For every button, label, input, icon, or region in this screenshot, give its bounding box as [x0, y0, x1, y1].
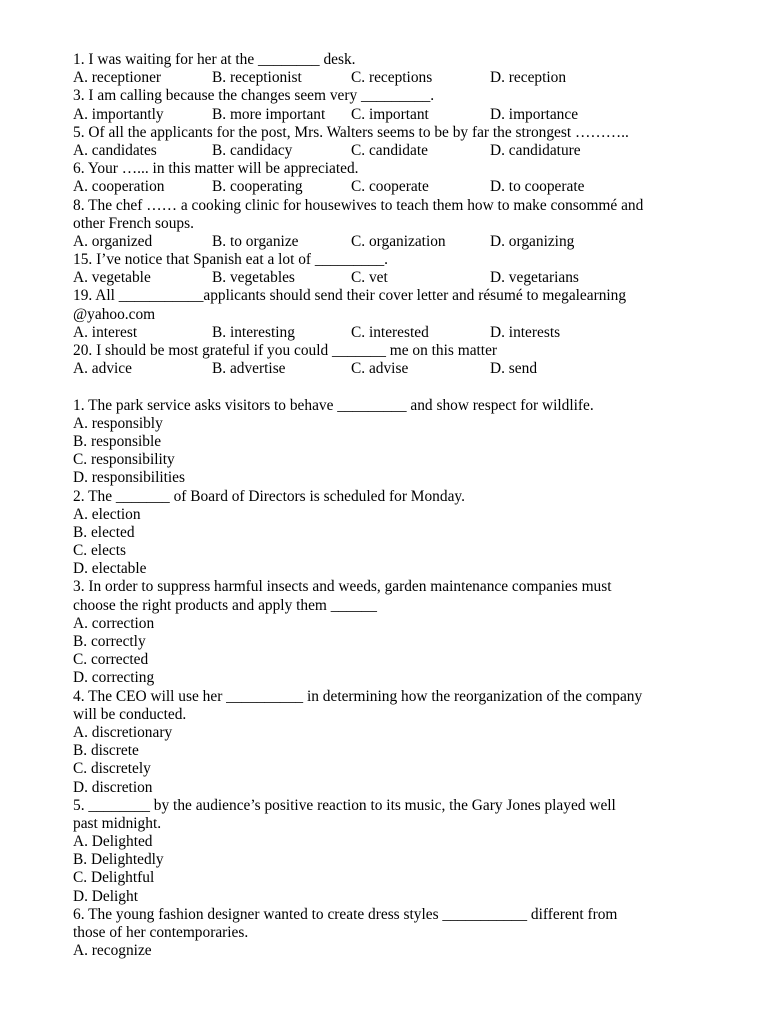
option-d: D. discretion	[73, 778, 153, 796]
option-d: D. importance	[490, 105, 579, 123]
question-text: 5. ________ by the audience’s positive reaction to its music, the Gary Jones played well	[73, 796, 616, 814]
answer-options-row	[73, 106, 703, 124]
section-spacer	[73, 378, 703, 396]
option-b: B. correctly	[73, 633, 146, 650]
option-c: C. receptions	[351, 69, 433, 87]
option-a: A. recognize	[73, 942, 152, 960]
option-a: A. receptioner	[73, 69, 162, 87]
option-b: B. vegetables	[212, 269, 295, 287]
option-c: C. candidate	[351, 141, 428, 159]
option-b: B. responsible	[73, 432, 162, 450]
question-text: 19. All ___________applicants should send their cover letter and résumé to megalearning	[73, 287, 627, 305]
option-c: C. advise	[351, 360, 409, 378]
option-c: C. cooperate	[351, 178, 429, 196]
question-text-continued: past midnight.	[73, 814, 162, 832]
answer-options-row	[73, 142, 703, 160]
option-a: A. interest	[73, 323, 138, 341]
option-a: A. election	[73, 505, 141, 523]
option-b: B. candidacy	[212, 141, 293, 159]
option-c: C. elects	[73, 542, 126, 560]
option-a: A. candidates	[73, 141, 157, 159]
option-a: A. importantly	[73, 105, 164, 123]
worksheet-page	[73, 51, 703, 960]
option-c: C. important	[351, 105, 429, 123]
option-a: A. Delighted	[73, 833, 153, 851]
option-d: D. correcting	[73, 669, 155, 687]
question-text-continued: those of her contemporaries.	[73, 924, 249, 941]
option-b: B. advertise	[212, 360, 286, 378]
option-d: D. Delight	[73, 887, 138, 905]
section-two	[73, 397, 703, 961]
question-text: 8. The chef …… a cooking clinic for housewives to teach them how to make consommé and	[73, 196, 644, 214]
option-b: B. more important	[212, 105, 326, 123]
option-b: B. cooperating	[212, 178, 303, 196]
option-c: C. organization	[351, 232, 446, 250]
question-text: 2. The _______ of Board of Directors is scheduled for Monday.	[73, 487, 465, 505]
question-text-continued: @yahoo.com	[73, 305, 156, 323]
question-text: 3. I am calling because the changes seem very _________.	[73, 87, 435, 105]
option-c: C. Delightful	[73, 869, 155, 887]
section-one	[73, 51, 703, 378]
option-b: B. to organize	[212, 232, 299, 250]
question-text: 4. The CEO will use her __________ in determining how the reorganization of the company	[73, 687, 643, 705]
option-a: A. cooperation	[73, 178, 165, 196]
question-text: 1. I was waiting for her at the ________ desk.	[73, 51, 356, 68]
option-c: C. corrected	[73, 651, 149, 669]
question-text: 20. I should be most grateful if you could _______ me on this matter	[73, 342, 498, 359]
question-text: 5. Of all the applicants for the post, Mrs. Walters seems to be by far the strongest ………..	[73, 123, 629, 141]
option-b: B. interesting	[212, 323, 295, 341]
option-b: B. receptionist	[212, 69, 302, 87]
option-d: D. electable	[73, 560, 147, 578]
option-a: A. responsibly	[73, 414, 163, 432]
option-d: D. to cooperate	[490, 178, 585, 196]
option-c: C. discretely	[73, 760, 151, 778]
option-a: A. vegetable	[73, 269, 151, 287]
answer-options-row	[73, 360, 703, 378]
option-b: B. discrete	[73, 742, 139, 760]
option-b: B. elected	[73, 523, 135, 541]
question-text: 6. Your …... in this matter will be appreciated.	[73, 160, 359, 178]
question-text-continued: other French soups.	[73, 214, 194, 232]
option-d: D. responsibilities	[73, 469, 186, 487]
option-b: B. Delightedly	[73, 851, 164, 869]
question-text: 3. In order to suppress harmful insects and weeds, garden maintenance companies must	[73, 578, 612, 596]
option-d: D. vegetarians	[490, 269, 579, 287]
option-d: D. candidature	[490, 141, 581, 159]
answer-options-row	[73, 178, 703, 196]
option-c: C. responsibility	[73, 451, 175, 469]
option-a: A. correction	[73, 614, 155, 632]
question-text: 1. The park service asks visitors to behave _________ and show respect for wildlife.	[73, 396, 594, 414]
question-text-continued: choose the right products and apply them ______	[73, 596, 377, 614]
option-a: A. organized	[73, 232, 153, 250]
option-d: D. send	[490, 360, 538, 378]
question-text: 15. I’ve notice that Spanish eat a lot of _________.	[73, 251, 389, 269]
answer-options-row	[73, 324, 703, 342]
option-d: D. interests	[490, 323, 561, 341]
answer-options-row	[73, 233, 703, 251]
option-c: C. vet	[351, 269, 388, 287]
question-text-continued: will be conducted.	[73, 705, 187, 723]
option-d: D. organizing	[490, 232, 575, 250]
answer-options-row	[73, 269, 703, 287]
option-c: C. interested	[351, 323, 429, 341]
question-text: 6. The young fashion designer wanted to create dress styles ___________ different from	[73, 905, 618, 923]
option-d: D. reception	[490, 69, 567, 87]
option-a: A. advice	[73, 360, 132, 378]
option-a: A. discretionary	[73, 723, 173, 741]
answer-options-row	[73, 69, 703, 87]
